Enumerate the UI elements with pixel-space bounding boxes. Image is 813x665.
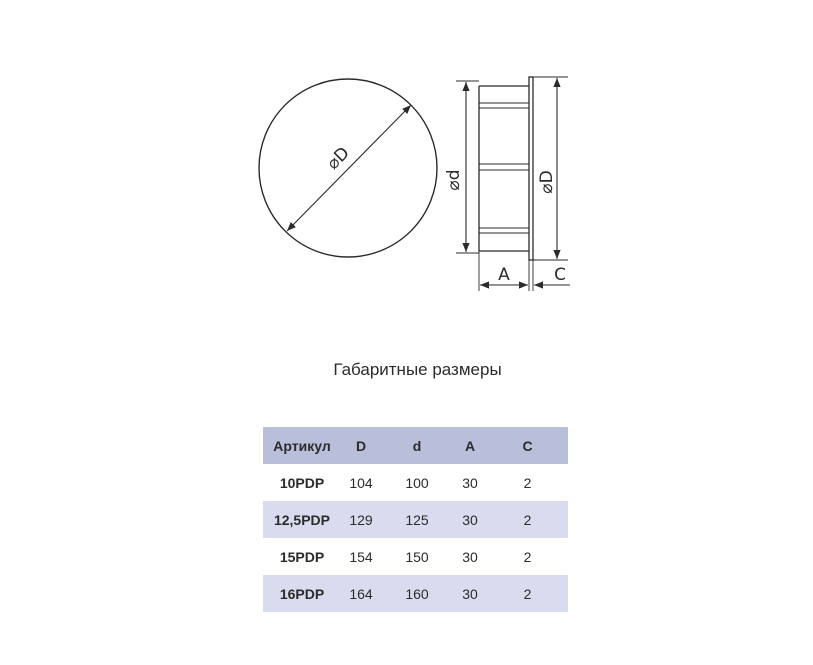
front-view <box>259 79 437 257</box>
cell-article: 15PDP <box>279 548 325 565</box>
technical-drawing <box>0 0 813 330</box>
cell-A: 30 <box>462 548 478 565</box>
table-title: Габаритные размеры <box>333 360 502 379</box>
table-header-row <box>263 427 568 464</box>
cell-article: 10PDP <box>279 474 325 491</box>
cell-A: 30 <box>453 501 487 538</box>
table-row <box>263 575 568 612</box>
c-label: C <box>554 265 566 285</box>
cell-d: 100 <box>405 474 429 491</box>
cell-D: 164 <box>341 575 381 612</box>
column-header-d: d <box>381 427 453 464</box>
table-row <box>263 501 568 538</box>
cell-D: 129 <box>341 501 381 538</box>
cell-article: 16PDP <box>263 575 341 612</box>
outer-diameter-label: ⌀D <box>537 170 557 194</box>
cell-C: 2 <box>487 575 568 612</box>
cell-C: 2 <box>523 548 532 565</box>
a-label: A <box>498 265 510 285</box>
dimensions-table <box>263 427 568 612</box>
cell-A: 30 <box>462 474 478 491</box>
cell-D: 154 <box>349 548 373 565</box>
inner-diameter-label: ⌀d <box>444 169 464 191</box>
table-row <box>263 538 568 575</box>
cell-A: 30 <box>453 575 487 612</box>
column-header-article: Артикул <box>263 427 341 464</box>
cell-C: 2 <box>523 474 532 491</box>
cell-article: 12,5PDP <box>263 501 341 538</box>
cell-D: 104 <box>349 474 373 491</box>
table-row <box>263 464 568 501</box>
side-view-labels <box>444 169 566 285</box>
cell-C: 2 <box>487 501 568 538</box>
flange <box>529 77 533 260</box>
diameter-label: ⌀D <box>323 143 354 174</box>
cell-d: 125 <box>381 501 453 538</box>
column-header-A: A <box>453 427 487 464</box>
cell-d: 160 <box>381 575 453 612</box>
diameter-dimension-line <box>287 105 411 231</box>
cell-d: 150 <box>405 548 429 565</box>
column-header-C: C <box>487 427 568 464</box>
column-header-D: D <box>341 427 381 464</box>
